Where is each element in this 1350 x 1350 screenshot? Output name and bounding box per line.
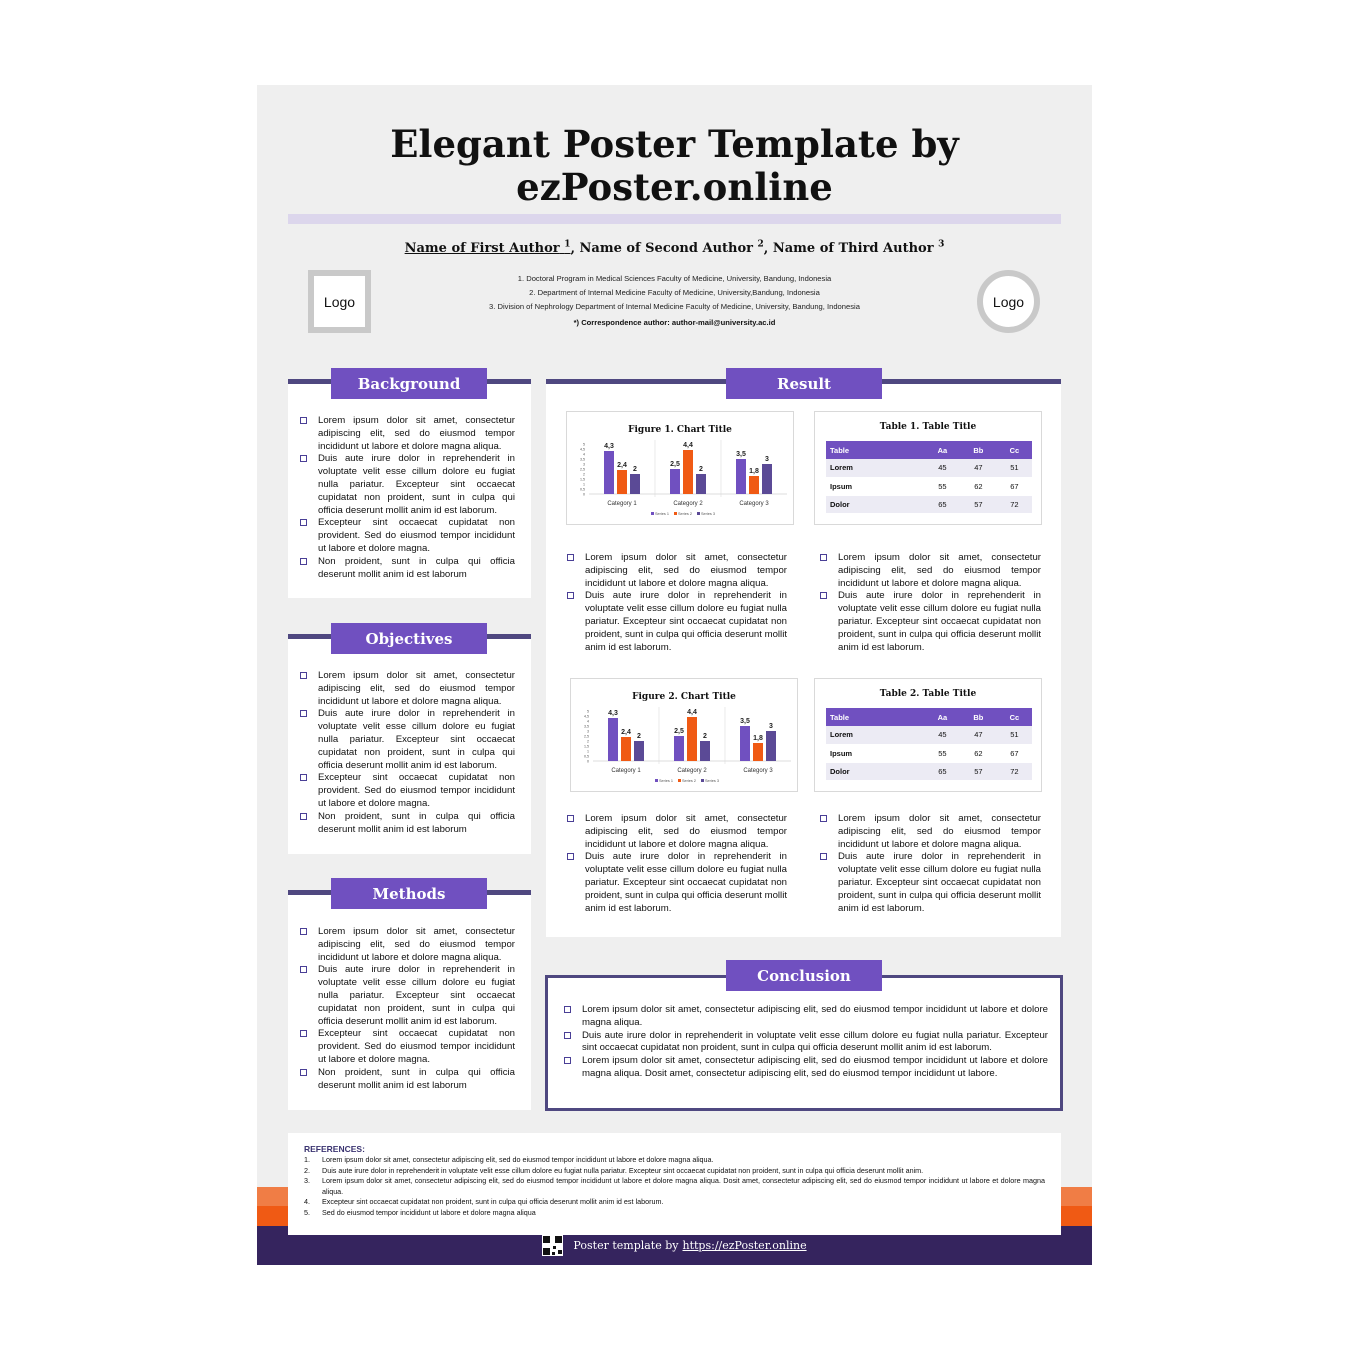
- reference-item: 1. Lorem ipsum dolor sit amet, consectetur adipiscing elit, sed do eiusmod tempor incididunt ut labore et dolore magna aliqua.: [304, 1155, 714, 1164]
- checkbox-bullet-icon: [300, 519, 307, 526]
- legend-label: Series 3: [701, 512, 715, 516]
- y-tick-label: 3,5: [584, 724, 589, 729]
- figure-2-chart: [571, 679, 799, 793]
- y-tick-label: 2,5: [584, 734, 589, 739]
- checkbox-bullet-icon: [564, 1032, 571, 1039]
- affiliation-3: 3. Division of Nephrology Department of Internal Medicine Faculty of Medicine, University, Bandung, Indonesia: [489, 302, 860, 311]
- list-item: Lorem ipsum dolor sit amet, consectetur adipiscing elit, sed do eiusmod tempor incididunt ut labore et dolore magna aliqua. Dosit amet, consectetur adipiscing elit, sed do eiusmod tempor incididunt ut labore.: [564, 1055, 1048, 1081]
- table-1-caption: Table 1. Table Title: [879, 422, 977, 432]
- table-cell: 67: [997, 744, 1032, 762]
- legend-label: Series 1: [659, 779, 673, 783]
- checkbox-bullet-icon: [300, 966, 307, 973]
- poster: [257, 85, 1092, 1265]
- checkbox-bullet-icon: [564, 1006, 571, 1013]
- bar: [621, 737, 631, 761]
- author-line: Name of First Author $^1$, Name of Second Author $^2$, Name of Third Author $^3$: [404, 240, 945, 257]
- background-heading: Background: [331, 368, 487, 399]
- result-list-3: [567, 813, 787, 915]
- data-label: 2,5: [670, 461, 680, 468]
- legend-swatch: [697, 512, 700, 515]
- third-author: Name of Third Author $^3$: [772, 240, 945, 257]
- y-tick-label: 1: [587, 749, 589, 754]
- correspondence: *) Correspondence author: author-mail@university.ac.id: [573, 318, 776, 327]
- data-label: 1,8: [753, 735, 763, 742]
- references-heading: REFERENCES:: [304, 1144, 365, 1154]
- list-item: Excepteur sint occaecat cupidatat non provident. Sed do eiusmod tempor incididunt ut labore et dolore magna.: [300, 772, 515, 810]
- y-tick-label: 5: [587, 709, 589, 714]
- checkbox-bullet-icon: [564, 1057, 571, 1064]
- y-tick-label: 0,5: [584, 754, 589, 759]
- table-cell: 62: [960, 744, 997, 762]
- second-author: Name of Second Author $^2$: [579, 240, 764, 257]
- table-cell: 47: [960, 459, 997, 477]
- table-1-grid: [826, 441, 1032, 514]
- checkbox-bullet-icon: [567, 554, 574, 561]
- category-label: Category 3: [743, 768, 773, 774]
- table-header-cell: Table: [826, 441, 925, 459]
- table-cell: 47: [960, 726, 997, 744]
- figure-2-caption: Figure 2. Chart Title: [632, 692, 736, 702]
- list-item: Duis aute irure dolor in reprehenderit in voluptate velit esse cillum dolore eu fugiat nulla pariatur. Excepteur sint occaecat cupidatat non proident, sunt in culpa qui officia deserunt mollit anim id est laborum.: [300, 453, 515, 517]
- affiliation-2: 2. Department of Internal Medicine Faculty of Medicine, University,Bandung, Indonesia: [529, 288, 820, 297]
- bar: [670, 469, 680, 494]
- bar: [696, 474, 706, 494]
- y-tick-label: 2: [583, 472, 585, 477]
- table-row: [826, 762, 1032, 780]
- bar: [608, 718, 618, 761]
- legend-label: Series 2: [682, 779, 696, 783]
- y-tick-label: 3,5: [580, 457, 585, 462]
- bar: [604, 451, 614, 494]
- y-tick-label: 1: [583, 482, 585, 487]
- reference-item: 4. Excepteur sint occaecat cupidatat non proident, sunt in culpa qui officia deserunt mollit anim id est laborum.: [304, 1197, 664, 1207]
- table-header-row: [826, 708, 1032, 726]
- checkbox-bullet-icon: [300, 774, 307, 781]
- conclusion-list: [564, 1004, 1048, 1081]
- table-cell: 51: [997, 459, 1032, 477]
- checkbox-bullet-icon: [300, 672, 307, 679]
- category-label: Category 3: [739, 501, 769, 507]
- bar: [766, 731, 776, 761]
- table-cell: 62: [960, 477, 997, 495]
- reference-item: 3. Lorem ipsum dolor sit amet, consectetur adipiscing elit, sed do eiusmod tempor incididunt ut labore et dolore magna aliqua. Dosit amet, consectetur adipiscing elit, sed do eiusmod tempor incididunt ut labore et dolore magna aliqua.: [304, 1176, 1045, 1196]
- table-header-cell: Bb: [960, 441, 997, 459]
- legend-swatch: [655, 779, 658, 782]
- list-item: Duis aute irure dolor in reprehenderit in voluptate velit esse cillum dolore eu fugiat nulla pariatur. Excepteur sint occaecat cupidatat non proident, sunt in culpa qui officia deserunt mollit anim id est laborum.: [567, 851, 787, 915]
- list-item: Duis aute irure dolor in reprehenderit in voluptate velit esse cillum dolore eu fugiat nulla pariatur. Excepteur sint occaecat cupidatat non proident, sunt in culpa qui officia deserunt mollit anim id est laborum.: [820, 590, 1041, 654]
- legend-swatch: [701, 779, 704, 782]
- list-item: Non proident, sunt in culpa qui officia deserunt mollit anim id est laborum: [300, 811, 515, 837]
- list-item: Excepteur sint occaecat cupidatat non provident. Sed do eiusmod tempor incididunt ut labore et dolore magna.: [300, 1028, 515, 1066]
- table-cell: 65: [925, 495, 960, 513]
- y-tick-label: 4: [583, 452, 585, 457]
- methods-list: [300, 926, 515, 1092]
- table-header-row: [826, 441, 1032, 459]
- checkbox-bullet-icon: [300, 813, 307, 820]
- legend-label: Series 2: [678, 512, 692, 516]
- bar: [740, 726, 750, 761]
- checkbox-bullet-icon: [567, 815, 574, 822]
- data-label: 2: [637, 733, 641, 740]
- checkbox-bullet-icon: [820, 815, 827, 822]
- objectives-panel: [288, 639, 531, 854]
- list-item: Lorem ipsum dolor sit amet, consectetur adipiscing elit, sed do eiusmod tempor incididunt ut labore et dolore magna aliqua.: [300, 926, 515, 964]
- table-header-cell: Aa: [925, 441, 960, 459]
- table-header-cell: Table: [826, 708, 925, 726]
- y-tick-label: 2,5: [580, 467, 585, 472]
- checkbox-bullet-icon: [300, 928, 307, 935]
- footer-link[interactable]: https://ezPoster.online: [682, 1239, 807, 1252]
- figure-1-chart: [567, 412, 795, 526]
- list-item: Lorem ipsum dolor sit amet, consectetur adipiscing elit, sed do eiusmod tempor incididunt ut labore et dolore magna aliqua.: [300, 670, 515, 708]
- table-cell: 45: [925, 459, 960, 477]
- bar: [674, 736, 684, 761]
- reference-item: 2. Duis aute irure dolor in reprehenderit in voluptate velit esse cillum dolore eu fugiat nulla pariatur. Excepteur sint occaecat cupidatat non proident, sunt in culpa qui officia deserunt mollit anim.: [304, 1165, 924, 1175]
- y-tick-label: 4,5: [584, 714, 589, 719]
- list-item: Duis aute irure dolor in reprehenderit in voluptate velit esse cillum dolore eu fugiat nulla pariatur. Excepteur sint occaecat cupidatat non proident, sunt in culpa qui officia deserunt mollit anim id est laborum.: [820, 851, 1041, 915]
- table-header-cell: Cc: [997, 708, 1032, 726]
- table-2-caption: Table 2. Table Title: [879, 689, 977, 699]
- legend-swatch: [651, 512, 654, 515]
- background-panel: [288, 384, 531, 598]
- table-cell: 55: [925, 477, 960, 495]
- data-label: 3: [765, 456, 769, 463]
- y-tick-label: 5: [583, 442, 585, 447]
- table-cell: Dolor: [826, 495, 925, 513]
- bar: [634, 741, 644, 761]
- footer-text: Poster template by: [573, 1239, 679, 1252]
- bar: [762, 464, 772, 494]
- data-label: 2: [633, 466, 637, 473]
- figure-1-caption: Figure 1. Chart Title: [628, 425, 732, 435]
- table-cell: Ipsum: [826, 477, 925, 495]
- bar: [700, 741, 710, 761]
- references-list: [304, 1155, 1045, 1219]
- table-header-cell: Cc: [997, 441, 1032, 459]
- table-cell: 72: [997, 495, 1032, 513]
- checkbox-bullet-icon: [300, 1069, 307, 1076]
- checkbox-bullet-icon: [567, 592, 574, 599]
- list-item: Lorem ipsum dolor sit amet, consectetur adipiscing elit, sed do eiusmod tempor incididunt ut labore et dolore magna aliqua.: [564, 1004, 1048, 1030]
- category-label: Category 1: [607, 501, 637, 507]
- data-label: 1,8: [749, 468, 759, 475]
- data-label: 2: [703, 733, 707, 740]
- checkbox-bullet-icon: [300, 710, 307, 717]
- data-label: 2,5: [674, 728, 684, 735]
- data-label: 4,3: [604, 443, 614, 450]
- legend-swatch: [678, 779, 681, 782]
- bar: [753, 743, 763, 761]
- y-tick-label: 1,5: [584, 744, 589, 749]
- list-item: Excepteur sint occaecat cupidatat non provident. Sed do eiusmod tempor incididunt ut labore et dolore magna.: [300, 517, 515, 555]
- y-tick-label: 3: [587, 729, 589, 734]
- first-author: Name of First Author $^1$: [404, 240, 571, 257]
- table-row: [826, 477, 1032, 495]
- data-label: 4,4: [683, 442, 693, 449]
- table-header-cell: Bb: [960, 708, 997, 726]
- checkbox-bullet-icon: [820, 853, 827, 860]
- table-cell: 55: [925, 744, 960, 762]
- table-row: [826, 495, 1032, 513]
- table-cell: 45: [925, 726, 960, 744]
- background-list: [300, 415, 515, 581]
- bar: [736, 459, 746, 494]
- methods-panel: [288, 895, 531, 1110]
- list-item: Non proident, sunt in culpa qui officia deserunt mollit anim id est laborum: [300, 1067, 515, 1093]
- y-tick-label: 3: [583, 462, 585, 467]
- table-1: [814, 411, 1042, 525]
- data-label: 3: [769, 723, 773, 730]
- reference-item: 5. Sed do eiusmod tempor incididunt ut labore et dolore magna aliqua: [304, 1207, 536, 1217]
- data-label: 3,5: [740, 718, 750, 725]
- y-tick-label: 0: [587, 759, 589, 764]
- data-label: 4,4: [687, 709, 697, 716]
- y-tick-label: 1,5: [580, 477, 585, 482]
- data-label: 3,5: [736, 451, 746, 458]
- bar: [630, 474, 640, 494]
- table-header-cell: Aa: [925, 708, 960, 726]
- methods-heading: Methods: [331, 878, 487, 909]
- title-divider: [288, 214, 1061, 224]
- checkbox-bullet-icon: [300, 1030, 307, 1037]
- bar: [617, 470, 627, 494]
- data-label: 2,4: [617, 462, 627, 469]
- logo-right: Logo: [977, 270, 1040, 333]
- list-item: Lorem ipsum dolor sit amet, consectetur adipiscing elit, sed do eiusmod tempor incididunt ut labore et dolore magna aliqua.: [820, 813, 1041, 851]
- list-item: Non proident, sunt in culpa qui officia deserunt mollit anim id est laborum: [300, 556, 515, 582]
- y-tick-label: 0,5: [580, 487, 585, 492]
- conclusion-panel: [545, 975, 1063, 1111]
- table-row: [826, 726, 1032, 744]
- poster-title: Elegant Poster Template by ezPoster.online: [390, 122, 959, 209]
- checkbox-bullet-icon: [300, 417, 307, 424]
- list-item: Lorem ipsum dolor sit amet, consectetur adipiscing elit, sed do eiusmod tempor incididunt ut labore et dolore magna aliqua.: [820, 552, 1041, 590]
- table-2-grid: [826, 708, 1032, 781]
- y-tick-label: 4,5: [580, 447, 585, 452]
- table-2: [814, 678, 1042, 792]
- table-cell: 51: [997, 726, 1032, 744]
- list-item: Duis aute irure dolor in reprehenderit in voluptate velit esse cillum dolore eu fugiat nulla pariatur. Excepteur sint occaecat cupidatat non proident, sunt in culpa qui officia deserunt mollit anim id est laborum.: [564, 1030, 1048, 1056]
- table-row: [826, 744, 1032, 762]
- y-tick-label: 2: [587, 739, 589, 744]
- conclusion-heading: Conclusion: [726, 960, 882, 991]
- table-cell: 57: [960, 495, 997, 513]
- table-cell: 57: [960, 762, 997, 780]
- bar: [683, 450, 693, 494]
- checkbox-bullet-icon: [300, 455, 307, 462]
- table-cell: Lorem: [826, 726, 925, 744]
- references-panel: [288, 1133, 1061, 1235]
- category-label: Category 2: [677, 768, 707, 774]
- category-label: Category 2: [673, 501, 703, 507]
- result-list-2: [820, 552, 1041, 654]
- data-label: 2,4: [621, 729, 631, 736]
- list-item: Duis aute irure dolor in reprehenderit in voluptate velit esse cillum dolore eu fugiat nulla pariatur. Excepteur sint occaecat cupidatat non proident, sunt in culpa qui officia deserunt mollit anim id est laborum.: [567, 590, 787, 654]
- table-row: [826, 459, 1032, 477]
- result-heading: Result: [726, 368, 882, 399]
- table-cell: Dolor: [826, 762, 925, 780]
- bar: [749, 476, 759, 494]
- table-cell: 65: [925, 762, 960, 780]
- result-list-4: [820, 813, 1041, 915]
- table-cell: Ipsum: [826, 744, 925, 762]
- table-cell: 72: [997, 762, 1032, 780]
- figure-2: [570, 678, 798, 792]
- checkbox-bullet-icon: [300, 558, 307, 565]
- y-tick-label: 0: [583, 492, 585, 497]
- checkbox-bullet-icon: [820, 592, 827, 599]
- list-item: Lorem ipsum dolor sit amet, consectetur adipiscing elit, sed do eiusmod tempor incididunt ut labore et dolore magna aliqua.: [300, 415, 515, 453]
- list-item: Lorem ipsum dolor sit amet, consectetur adipiscing elit, sed do eiusmod tempor incididunt ut labore et dolore magna aliqua.: [567, 813, 787, 851]
- y-tick-label: 4: [587, 719, 589, 724]
- legend-label: Series 1: [655, 512, 669, 516]
- checkbox-bullet-icon: [820, 554, 827, 561]
- table-cell: 67: [997, 477, 1032, 495]
- list-item: Duis aute irure dolor in reprehenderit in voluptate velit esse cillum dolore eu fugiat nulla pariatur. Excepteur sint occaecat cupidatat non proident, sunt in culpa qui officia deserunt mollit anim id est laborum.: [300, 964, 515, 1028]
- objectives-heading: Objectives: [331, 623, 487, 654]
- bar: [687, 717, 697, 761]
- category-label: Category 1: [611, 768, 641, 774]
- checkbox-bullet-icon: [567, 853, 574, 860]
- table-cell: Lorem: [826, 459, 925, 477]
- logo-left: Logo: [308, 270, 371, 333]
- legend-label: Series 3: [705, 779, 719, 783]
- figure-1: [566, 411, 794, 525]
- list-item: Duis aute irure dolor in reprehenderit in voluptate velit esse cillum dolore eu fugiat nulla pariatur. Excepteur sint occaecat cupidatat non proident, sunt in culpa qui officia deserunt mollit anim id est laborum.: [300, 708, 515, 772]
- data-label: 2: [699, 466, 703, 473]
- qr-code-icon: [542, 1235, 563, 1256]
- objectives-list: [300, 670, 515, 836]
- data-label: 4,3: [608, 710, 618, 717]
- affiliation-1: 1. Doctoral Program in Medical Sciences Faculty of Medicine, University, Bandung, Indonesia: [517, 274, 832, 283]
- list-item: Lorem ipsum dolor sit amet, consectetur adipiscing elit, sed do eiusmod tempor incididunt ut labore et dolore magna aliqua.: [567, 552, 787, 590]
- legend-swatch: [674, 512, 677, 515]
- result-list-1: [567, 552, 787, 654]
